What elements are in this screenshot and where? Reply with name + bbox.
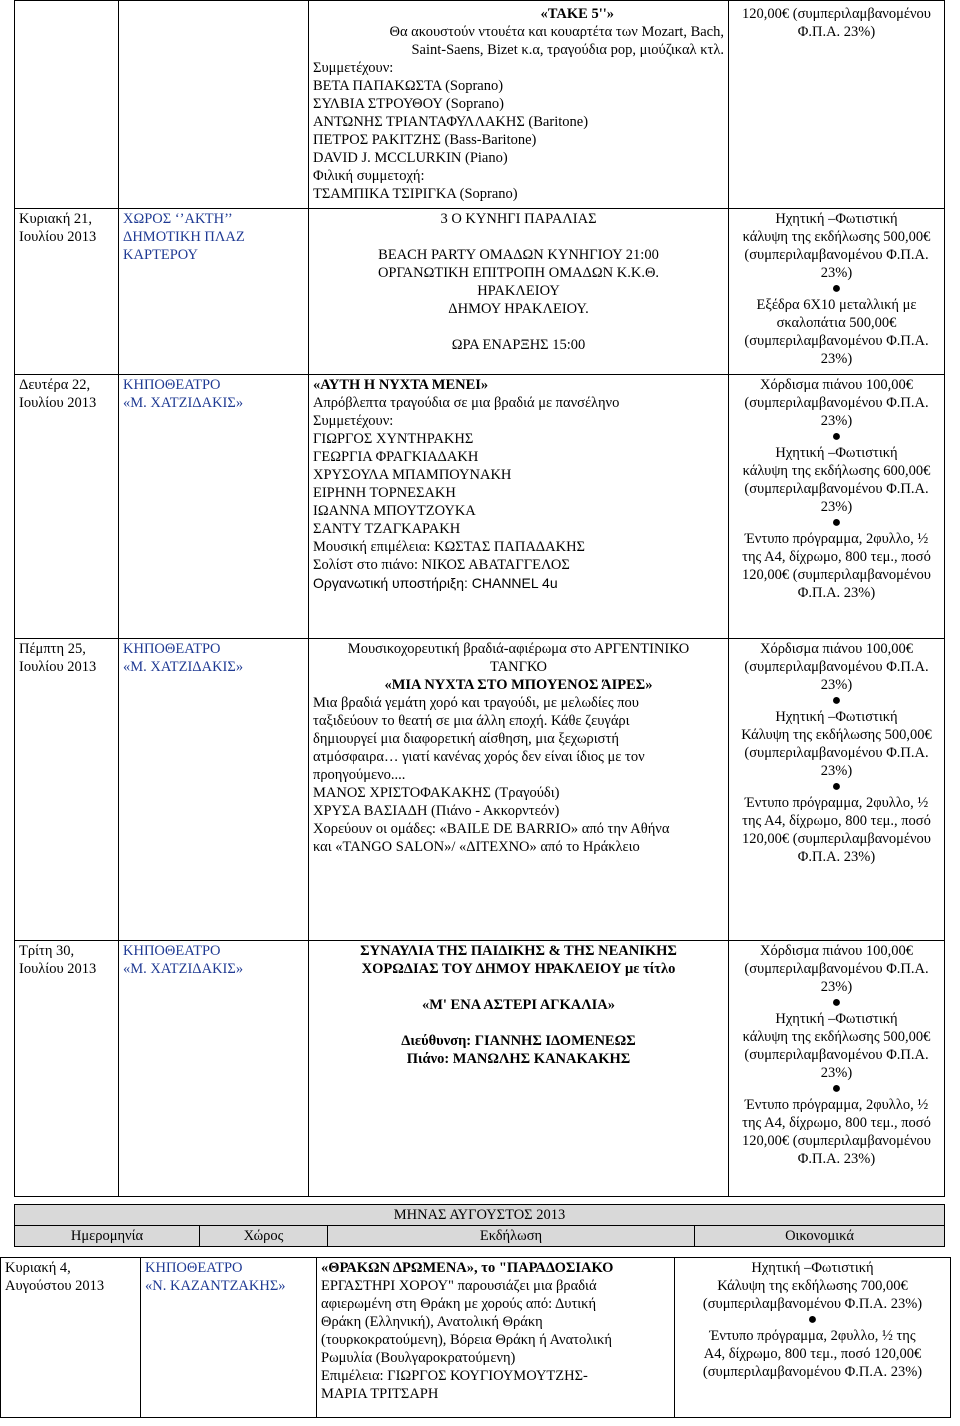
august-program-table xyxy=(0,1257,951,1418)
event-title: «Μ' ΕΝΑ ΑΣΤΕΡΙ ΑΓΚΑΛΙΑ» xyxy=(421,997,616,1013)
date-line: Πέμπτη 25, xyxy=(19,641,86,657)
date-line: Ιουλίου 2013 xyxy=(19,659,97,675)
place-line: «Μ. ΧΑΤΖΙΔΑΚΙΣ» xyxy=(123,659,244,675)
cost-line: 120,00€ (συμπεριλαμβανομένου xyxy=(742,567,931,583)
date-cell xyxy=(15,639,119,941)
event-cell xyxy=(309,375,729,639)
event-line: ΓΕΩΡΓΙΑ ΦΡΑΓΚΙΑΔΑΚΗ xyxy=(313,449,479,465)
event-line: ΣΥΛΒΙΑ ΣΤΡΟΥΘΟΥ (Soprano) xyxy=(313,96,504,112)
event-line: «ΘΡΑΚΩΝ ΔΡΩΜΕΝΑ», το "ΠΑΡΑΔΟΣΙΑΚΟ xyxy=(321,1260,614,1276)
event-cell xyxy=(317,1258,675,1418)
cost-line: (συμπεριλαμβανομένου Φ.Π.Α. xyxy=(744,1047,929,1063)
event-line: Συμμετέχουν: xyxy=(313,60,394,76)
event-title: 3 Ο ΚΥΝΗΓΙ ΠΑΡΑΛΙΑΣ xyxy=(440,211,597,227)
cost-line: της Α4, δίχρωμο, 800 τεμ., ποσό xyxy=(742,813,931,829)
cost-line: Εξέδρα 6Χ10 μεταλλική με xyxy=(756,297,917,313)
event-title: «ΑΥΤΗ Η ΝΥΧΤΑ ΜΕΝΕΙ» xyxy=(313,377,489,393)
table-row xyxy=(15,639,945,941)
place-cell xyxy=(119,375,309,639)
bullet-icon: ● xyxy=(831,778,842,795)
cost-cell xyxy=(675,1258,951,1418)
event-line: ταξιδεύουν το θεατή σε μια άλλη εποχή. Κάθε ζευγάρι xyxy=(313,713,630,729)
cost-line: Χόρδισμα πιάνου 100,00€ xyxy=(759,377,914,393)
cost-line: Έντυπο πρόγραμμα, 2φυλλο, ½ xyxy=(744,531,929,547)
date-line: Ιουλίου 2013 xyxy=(19,961,97,977)
place-cell xyxy=(141,1258,317,1418)
date-line: Κυριακή 4, xyxy=(5,1260,71,1276)
event-line: Φιλική συμμετοχή: xyxy=(313,168,425,184)
event-line: Απρόβλεπτα τραγούδια σε μια βραδιά με πανσέληνο xyxy=(313,395,620,411)
event-line: ΓΙΩΡΓΟΣ ΧΥΝΤΗΡΑΚΗΣ xyxy=(313,431,474,447)
table-row xyxy=(15,941,945,1197)
event-line: δημιουργεί μια διαφορετική αίσθηση, μια ξεχωριστή xyxy=(313,731,619,747)
table-row xyxy=(1,1258,951,1418)
place-line: «Μ. ΧΑΤΖΙΔΑΚΙΣ» xyxy=(123,395,244,411)
bullet-icon: ● xyxy=(831,994,842,1011)
event-line: ΧΡΥΣΟΥΛΑ ΜΠΑΜΠΟΥΝΑΚΗ xyxy=(313,467,512,483)
month-title: ΜΗΝΑΣ ΑΥΓΟΥΣΤΟΣ 2013 xyxy=(15,1205,945,1226)
event-line: ΙΩΑΝΝΑ ΜΠΟΥΤΖΟΥΚΑ xyxy=(313,503,476,519)
cost-line: (συμπεριλαμβανομένου Φ.Π.Α. xyxy=(744,247,929,263)
table-row xyxy=(15,375,945,639)
august-header-table xyxy=(14,1204,945,1247)
cost-line: Φ.Π.Α. 23%) xyxy=(797,849,876,865)
place-cell xyxy=(119,639,309,941)
cost-line: Χόρδισμα πιάνου 100,00€ xyxy=(759,943,914,959)
header-place: Χώρος xyxy=(200,1226,328,1247)
header-event: Εκδήλωση xyxy=(328,1226,695,1247)
cost-line: (συμπεριλαμβανομένου Φ.Π.Α. xyxy=(744,961,929,977)
bullet-icon: ● xyxy=(831,428,842,445)
date-line: Δευτέρα 22, xyxy=(19,377,91,393)
event-line: ΤΑΝΓΚΟ xyxy=(490,659,547,675)
cost-line: Φ.Π.Α. 23%) xyxy=(797,24,876,40)
date-cell xyxy=(15,375,119,639)
cost-line: Έντυπο πρόγραμμα, 2φυλλο, ½ xyxy=(744,1097,929,1113)
place-line: ΚΑΡΤΕΡΟΥ xyxy=(123,247,199,263)
date-line: Τρίτη 30, xyxy=(19,943,75,959)
cost-cell xyxy=(729,375,945,639)
event-line: Μουσικοχορευτική βραδιά-αφιέρωμα στο ΑΡΓΕΝΤΙΝΙΚΟ xyxy=(347,641,690,657)
date-cell xyxy=(1,1258,141,1418)
date-cell xyxy=(15,941,119,1197)
event-line: ΜΑΝΟΣ ΧΡΙΣΤΟΦΑΚΑΚΗΣ (Τραγούδι) xyxy=(313,785,560,801)
date-cell xyxy=(15,1,119,209)
event-line: προηγούμενο.... xyxy=(313,767,406,783)
cost-cell xyxy=(729,941,945,1197)
cost-line: 120,00€ (συμπεριλαμβανομένου xyxy=(742,831,931,847)
event-line: Πιάνο: ΜΑΝΩΛΗΣ ΚΑΝΑΚΑΚΗΣ xyxy=(406,1051,631,1067)
place-line: «Μ. ΧΑΤΖΙΔΑΚΙΣ» xyxy=(123,961,244,977)
cost-cell xyxy=(729,209,945,375)
cost-line: Φ.Π.Α. 23%) xyxy=(797,585,876,601)
place-line: ΚΗΠΟΘΕΑΤΡΟ xyxy=(123,377,221,393)
event-line: ΧΡΥΣΑ ΒΑΣΙΑΔΗ (Πιάνο - Ακκορντεόν) xyxy=(313,803,560,819)
event-line: Χορεύουν οι ομάδες: «BAILE DE BARRIO» από την Αθήνα xyxy=(313,821,670,837)
cost-line: Φ.Π.Α. 23%) xyxy=(797,1151,876,1167)
date-cell xyxy=(15,209,119,375)
event-cell xyxy=(309,1,729,209)
event-line: ΣΑΝΤΥ ΤΖΑΓΚΑΡΑΚΗ xyxy=(313,521,461,537)
cost-cell xyxy=(729,639,945,941)
event-cell xyxy=(309,639,729,941)
event-line: Ρωμυλία (Βουλγαροκρατούμενη) xyxy=(321,1350,516,1366)
date-line: Ιουλίου 2013 xyxy=(19,229,97,245)
event-line: αφιερωμένη στη Θράκη με χορούς από: Δυτική xyxy=(321,1296,597,1312)
cost-line: Έντυπο πρόγραμμα, 2φυλλο, ½ της xyxy=(709,1328,916,1344)
cost-line: 23%) xyxy=(820,1065,853,1081)
cost-line: (συμπεριλαμβανομένου Φ.Π.Α. 23%) xyxy=(702,1364,923,1380)
date-line: Ιουλίου 2013 xyxy=(19,395,97,411)
cost-line: Ηχητική –Φωτιστική xyxy=(775,709,898,725)
bullet-icon: ● xyxy=(807,1311,818,1328)
event-line: ΗΡΑΚΛΕΙΟΥ xyxy=(477,283,560,299)
event-line: ΒΕΤΑ ΠΑΠΑΚΩΣΤΑ (Soprano) xyxy=(313,78,504,94)
cost-line: 23%) xyxy=(820,351,853,367)
event-line: Επιμέλεια: ΓΙΩΡΓΟΣ ΚΟΥΓΙΟΥΜΟΥΤΖΗΣ- xyxy=(321,1368,588,1384)
event-line: ΕΡΓΑΣΤΗΡΙ ΧΟΡΟΥ" παρουσιάζει μια βραδιά xyxy=(321,1278,597,1294)
cost-line: 23%) xyxy=(820,677,853,693)
place-line: ΚΗΠΟΘΕΑΤΡΟ xyxy=(123,943,221,959)
cost-line: (συμπεριλαμβανομένου Φ.Π.Α. xyxy=(744,333,929,349)
cost-line: κάλυψη της εκδήλωσης 600,00€ xyxy=(742,463,931,479)
cost-line: 23%) xyxy=(820,763,853,779)
cost-line: της Α4, δίχρωμο, 800 τεμ., ποσό xyxy=(742,1115,931,1131)
event-line: ΤΣΑΜΠΙΚΑ ΤΣΙΡΙΓΚΑ (Soprano) xyxy=(313,186,518,202)
event-line: ΜΑΡΙΑ ΤΡΙΤΣΑΡΗ xyxy=(321,1386,439,1402)
cost-line: Α4, δίχρωμο, 800 τεμ., ποσό 120,00€ xyxy=(703,1346,922,1362)
cost-line: Ηχητική –Φωτιστική xyxy=(775,1011,898,1027)
bullet-icon: ● xyxy=(831,280,842,297)
cost-line: Κάλυψη της εκδήλωσης 700,00€ xyxy=(717,1278,908,1294)
header-date: Ημερομηνία xyxy=(15,1226,200,1247)
place-line: ΔΗΜΟΤΙΚΗ ΠΛΑΖ xyxy=(123,229,245,245)
cost-line: (συμπεριλαμβανομένου Φ.Π.Α. xyxy=(744,481,929,497)
cost-line: (συμπεριλαμβανομένου Φ.Π.Α. 23%) xyxy=(702,1296,923,1312)
event-line: Θράκη (Ελληνική), Ανατολική Θράκη xyxy=(321,1314,543,1330)
event-line: ΧΟΡΩΔΙΑΣ ΤΟΥ ΔΗΜΟΥ ΗΡΑΚΛΕΙΟΥ με τίτλο xyxy=(361,961,676,977)
cost-line: 23%) xyxy=(820,499,853,515)
cost-line: Ηχητική –Φωτιστική xyxy=(775,211,898,227)
event-line: ΕΙΡΗΝΗ ΤΟΡΝΕΣΑΚΗ xyxy=(313,485,456,501)
event-line: ΟΡΓΑΝΩΤΙΚΗ ΕΠΙΤΡΟΠΗ ΟΜΑΔΩΝ Κ.Κ.Θ. xyxy=(377,265,660,281)
cost-line: (συμπεριλαμβανομένου Φ.Π.Α. xyxy=(744,659,929,675)
july-program-table xyxy=(14,0,945,1197)
cost-line: 23%) xyxy=(820,413,853,429)
cost-line: κάλυψη της εκδήλωσης 500,00€ xyxy=(742,1029,931,1045)
place-line: «Ν. ΚΑΖΑΝΤΖΑΚΗΣ» xyxy=(145,1278,286,1294)
place-line: ΧΩΡΟΣ ‘’ΑΚΤΗ’’ xyxy=(123,211,233,227)
date-line: Αυγούστου 2013 xyxy=(5,1278,105,1294)
cost-line: Χόρδισμα πιάνου 100,00€ xyxy=(759,641,914,657)
event-line: Θα ακουστούν ντουέτα και κουαρτέτα των Mozart, Bach, xyxy=(389,24,724,40)
place-line: ΚΗΠΟΘΕΑΤΡΟ xyxy=(123,641,221,657)
date-line: Κυριακή 21, xyxy=(19,211,93,227)
cost-line: 23%) xyxy=(820,979,853,995)
table-row xyxy=(15,1,945,209)
table-row xyxy=(15,209,945,375)
event-line: ΠΕΤΡΟΣ ΡΑΚΙΤΖΗΣ (Bass-Baritone) xyxy=(313,132,537,148)
event-line: (τουρκοκρατούμενη), Βόρεια Θράκη ή Ανατολική xyxy=(321,1332,612,1348)
event-line: ΔΗΜΟΥ ΗΡΑΚΛΕΙΟΥ. xyxy=(448,301,589,317)
cost-line: Ηχητική –Φωτιστική xyxy=(751,1260,874,1276)
event-line: και «TANGO SALON»/ «ΔΙΤΕΧΝΟ» από το Ηράκλειο xyxy=(313,839,640,855)
event-line: Μια βραδιά γεμάτη χορό και τραγούδι, με μελωδίες που xyxy=(313,695,639,711)
event-line: ΑΝΤΩΝΗΣ ΤΡΙΑΝΤΑΦΥΛΛΑΚΗΣ (Baritone) xyxy=(313,114,589,130)
event-line: Saint-Saens, Bizet κ.α, τραγούδια pop, μιούζικαλ κτλ. xyxy=(411,42,724,58)
event-line: Διεύθυνση: ΓΙΑΝΝΗΣ ΙΔΟΜΕΝΕΩΣ xyxy=(401,1033,636,1049)
event-cell xyxy=(309,941,729,1197)
place-cell xyxy=(119,1,309,209)
cost-line: Ηχητική –Φωτιστική xyxy=(775,445,898,461)
cost-line: (συμπεριλαμβανομένου Φ.Π.Α. xyxy=(744,395,929,411)
cost-line: 120,00€ (συμπεριλαμβανομένου xyxy=(742,1133,931,1149)
header-finance: Οικονομικά xyxy=(695,1226,945,1247)
place-cell xyxy=(119,209,309,375)
cost-line: Έντυπο πρόγραμμα, 2φυλλο, ½ xyxy=(744,795,929,811)
event-title: «TAKE 5''» xyxy=(540,6,614,22)
cost-line: 120,00€ (συμπεριλαμβανομένου xyxy=(742,6,931,22)
event-line: ατμόσφαιρα… γιατί κανένας χορός δεν είναι ίδιος με τον xyxy=(313,749,645,765)
event-line: DAVID J. MCCLURKIN (Piano) xyxy=(313,150,508,166)
event-line: ΣΥΝΑΥΛΙΑ ΤΗΣ ΠΑΙΔΙΚΗΣ & ΤΗΣ ΝΕΑΝΙΚΗΣ xyxy=(360,943,677,959)
event-cell xyxy=(309,209,729,375)
event-line: ΩΡΑ ΕΝΑΡΞΗΣ 15:00 xyxy=(451,337,586,353)
event-line: Σολίστ στο πιάνο: ΝΙΚΟΣ ΑΒΑΤΑΓΓΕΛΟΣ xyxy=(313,557,570,573)
event-line: Μουσική επιμέλεια: ΚΩΣΤΑΣ ΠΑΠΑΔΑΚΗΣ xyxy=(313,539,585,555)
cost-cell xyxy=(729,1,945,209)
event-line: Συμμετέχουν: xyxy=(313,413,394,429)
event-line: Οργανωτική υποστήριξη: CHANNEL 4u xyxy=(313,575,558,591)
place-cell xyxy=(119,941,309,1197)
cost-line: της Α4, δίχρωμο, 800 τεμ., ποσό xyxy=(742,549,931,565)
bullet-icon: ● xyxy=(831,514,842,531)
place-line: ΚΗΠΟΘΕΑΤΡΟ xyxy=(145,1260,243,1276)
cost-line: 23%) xyxy=(820,265,853,281)
bullet-icon: ● xyxy=(831,692,842,709)
cost-line: κάλυψη της εκδήλωσης 500,00€ xyxy=(742,229,931,245)
event-title: «ΜΙΑ ΝΥΧΤΑ ΣΤΟ ΜΠΟΥΕΝΟΣ ΆΙΡΕΣ» xyxy=(384,677,653,693)
event-line: BEACH PARTY ΟΜΑΔΩΝ ΚΥΝΗΓΙΟΥ 21:00 xyxy=(378,247,659,263)
cost-line: Κάλυψη της εκδήλωσης 500,00€ xyxy=(741,727,932,743)
cost-line: σκαλοπάτια 500,00€ xyxy=(776,315,897,331)
cost-line: (συμπεριλαμβανομένου Φ.Π.Α. xyxy=(744,745,929,761)
bullet-icon: ● xyxy=(831,1080,842,1097)
